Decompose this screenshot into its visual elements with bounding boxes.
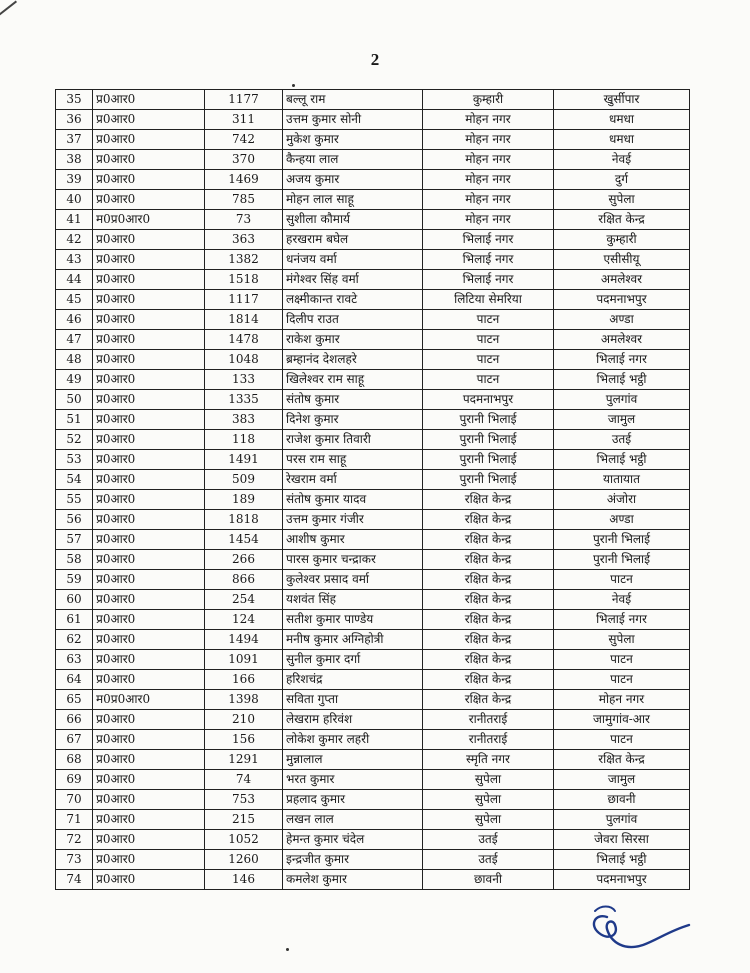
rank-cell: प्र0आर0 — [93, 110, 205, 130]
name-cell: कुलेश्वर प्रसाद वर्मा — [283, 570, 423, 590]
stray-dot — [292, 84, 295, 87]
rank-cell: प्र0आर0 — [93, 830, 205, 850]
table-row — [56, 850, 690, 870]
badge-number-cell: 1518 — [205, 270, 283, 290]
rank-cell: प्र0आर0 — [93, 590, 205, 610]
table-row — [56, 570, 690, 590]
from-station-cell: रक्षित केन्द्र — [423, 670, 554, 690]
from-station-cell: रक्षित केन्द्र — [423, 610, 554, 630]
badge-number-cell: 1117 — [205, 290, 283, 310]
from-station-cell: रानीतराई — [423, 730, 554, 750]
serial-number-cell: 38 — [56, 150, 93, 170]
badge-number-cell: 1335 — [205, 390, 283, 410]
badge-number-cell: 1491 — [205, 450, 283, 470]
to-station-cell: छावनी — [554, 790, 690, 810]
from-station-cell: रक्षित केन्द्र — [423, 530, 554, 550]
to-station-cell: पुलगांव — [554, 390, 690, 410]
badge-number-cell: 124 — [205, 610, 283, 630]
name-cell: मंगेश्वर सिंह वर्मा — [283, 270, 423, 290]
to-station-cell: अमलेश्वर — [554, 330, 690, 350]
from-station-cell: भिलाई नगर — [423, 270, 554, 290]
to-station-cell: भिलाई भट्ठी — [554, 850, 690, 870]
from-station-cell: सुपेला — [423, 790, 554, 810]
rank-cell: प्र0आर0 — [93, 370, 205, 390]
serial-number-cell: 68 — [56, 750, 93, 770]
name-cell: आशीष कुमार — [283, 530, 423, 550]
serial-number-cell: 49 — [56, 370, 93, 390]
rank-cell: प्र0आर0 — [93, 270, 205, 290]
name-cell: मुन्नालाल — [283, 750, 423, 770]
name-cell: लेखराम हरिवंश — [283, 710, 423, 730]
to-station-cell: भिलाई भट्ठी — [554, 370, 690, 390]
corner-scan-mark — [0, 1, 33, 44]
from-station-cell: पाटन — [423, 350, 554, 370]
serial-number-cell: 70 — [56, 790, 93, 810]
table-row — [56, 390, 690, 410]
to-station-cell: पुरानी भिलाई — [554, 550, 690, 570]
rank-cell: प्र0आर0 — [93, 450, 205, 470]
serial-number-cell: 46 — [56, 310, 93, 330]
badge-number-cell: 742 — [205, 130, 283, 150]
rank-cell: प्र0आर0 — [93, 750, 205, 770]
badge-number-cell: 1177 — [205, 90, 283, 110]
serial-number-cell: 48 — [56, 350, 93, 370]
from-station-cell: रक्षित केन्द्र — [423, 570, 554, 590]
name-cell: हेमन्त कुमार चंदेल — [283, 830, 423, 850]
to-station-cell: भिलाई भट्ठी — [554, 450, 690, 470]
name-cell: ब्रम्हानंद देशलहरे — [283, 350, 423, 370]
rank-cell: प्र0आर0 — [93, 130, 205, 150]
name-cell: उत्तम कुमार गंजीर — [283, 510, 423, 530]
to-station-cell: धमधा — [554, 110, 690, 130]
to-station-cell: सुपेला — [554, 630, 690, 650]
from-station-cell: पाटन — [423, 310, 554, 330]
rank-cell: प्र0आर0 — [93, 770, 205, 790]
rank-cell: प्र0आर0 — [93, 670, 205, 690]
from-station-cell: पदमनाभपुर — [423, 390, 554, 410]
name-cell: यशवंत सिंह — [283, 590, 423, 610]
to-station-cell: यातायात — [554, 470, 690, 490]
to-station-cell: जामुल — [554, 410, 690, 430]
serial-number-cell: 56 — [56, 510, 93, 530]
table-row — [56, 510, 690, 530]
table-row — [56, 210, 690, 230]
table-row — [56, 610, 690, 630]
from-station-cell: रक्षित केन्द्र — [423, 550, 554, 570]
table-row — [56, 150, 690, 170]
serial-number-cell: 66 — [56, 710, 93, 730]
signature — [585, 895, 695, 965]
rank-cell: प्र0आर0 — [93, 310, 205, 330]
name-cell: लखन लाल — [283, 810, 423, 830]
to-station-cell: नेवई — [554, 150, 690, 170]
serial-number-cell: 41 — [56, 210, 93, 230]
badge-number-cell: 866 — [205, 570, 283, 590]
table-row — [56, 670, 690, 690]
from-station-cell: पुरानी भिलाई — [423, 430, 554, 450]
rank-cell: प्र0आर0 — [93, 850, 205, 870]
to-station-cell: अण्डा — [554, 510, 690, 530]
name-cell: लक्ष्मीकान्त रावटे — [283, 290, 423, 310]
badge-number-cell: 1048 — [205, 350, 283, 370]
to-station-cell: पाटन — [554, 730, 690, 750]
badge-number-cell: 1454 — [205, 530, 283, 550]
serial-number-cell: 58 — [56, 550, 93, 570]
from-station-cell: भिलाई नगर — [423, 230, 554, 250]
rank-cell: प्र0आर0 — [93, 290, 205, 310]
rank-cell: प्र0आर0 — [93, 170, 205, 190]
from-station-cell: रक्षित केन्द्र — [423, 510, 554, 530]
badge-number-cell: 156 — [205, 730, 283, 750]
table-row — [56, 830, 690, 850]
serial-number-cell: 53 — [56, 450, 93, 470]
rank-cell: प्र0आर0 — [93, 250, 205, 270]
badge-number-cell: 215 — [205, 810, 283, 830]
serial-number-cell: 50 — [56, 390, 93, 410]
from-station-cell: मोहन नगर — [423, 170, 554, 190]
rank-cell: प्र0आर0 — [93, 350, 205, 370]
to-station-cell: रक्षित केन्द्र — [554, 210, 690, 230]
table-row — [56, 190, 690, 210]
serial-number-cell: 61 — [56, 610, 93, 630]
table-row — [56, 170, 690, 190]
rank-cell: प्र0आर0 — [93, 550, 205, 570]
serial-number-cell: 67 — [56, 730, 93, 750]
rank-cell: प्र0आर0 — [93, 390, 205, 410]
to-station-cell: सुपेला — [554, 190, 690, 210]
rank-cell: प्र0आर0 — [93, 530, 205, 550]
serial-number-cell: 59 — [56, 570, 93, 590]
to-station-cell: मोहन नगर — [554, 690, 690, 710]
rank-cell: प्र0आर0 — [93, 150, 205, 170]
rank-cell: प्र0आर0 — [93, 330, 205, 350]
badge-number-cell: 1818 — [205, 510, 283, 530]
name-cell: रेखराम वर्मा — [283, 470, 423, 490]
rank-cell: प्र0आर0 — [93, 610, 205, 630]
serial-number-cell: 64 — [56, 670, 93, 690]
from-station-cell: रानीतराई — [423, 710, 554, 730]
serial-number-cell: 42 — [56, 230, 93, 250]
badge-number-cell: 74 — [205, 770, 283, 790]
serial-number-cell: 57 — [56, 530, 93, 550]
table-row — [56, 750, 690, 770]
table-row — [56, 230, 690, 250]
from-station-cell: रक्षित केन्द्र — [423, 490, 554, 510]
name-cell: दिलीप राउत — [283, 310, 423, 330]
to-station-cell: अमलेश्वर — [554, 270, 690, 290]
serial-number-cell: 45 — [56, 290, 93, 310]
serial-number-cell: 74 — [56, 870, 93, 890]
serial-number-cell: 60 — [56, 590, 93, 610]
to-station-cell: उतई — [554, 430, 690, 450]
table-row — [56, 90, 690, 110]
badge-number-cell: 146 — [205, 870, 283, 890]
rank-cell: प्र0आर0 — [93, 810, 205, 830]
name-cell: प्रहलाद कुमार — [283, 790, 423, 810]
to-station-cell: जेवरा सिरसा — [554, 830, 690, 850]
from-station-cell: मोहन नगर — [423, 110, 554, 130]
table-row — [56, 270, 690, 290]
rank-cell: प्र0आर0 — [93, 870, 205, 890]
rank-cell: प्र0आर0 — [93, 730, 205, 750]
serial-number-cell: 73 — [56, 850, 93, 870]
from-station-cell: मोहन नगर — [423, 150, 554, 170]
name-cell: सुनील कुमार दर्गा — [283, 650, 423, 670]
to-station-cell: भिलाई नगर — [554, 610, 690, 630]
to-station-cell: कुम्हारी — [554, 230, 690, 250]
badge-number-cell: 1091 — [205, 650, 283, 670]
table-row — [56, 770, 690, 790]
to-station-cell: पाटन — [554, 650, 690, 670]
table-row — [56, 370, 690, 390]
table-row — [56, 330, 690, 350]
serial-number-cell: 44 — [56, 270, 93, 290]
badge-number-cell: 1478 — [205, 330, 283, 350]
name-cell: दिनेश कुमार — [283, 410, 423, 430]
transfer-table-body — [56, 90, 690, 890]
name-cell: राकेश कुमार — [283, 330, 423, 350]
name-cell: सुशीला कौमार्य — [283, 210, 423, 230]
to-station-cell: रक्षित केन्द्र — [554, 750, 690, 770]
table-row — [56, 490, 690, 510]
badge-number-cell: 1814 — [205, 310, 283, 330]
from-station-cell: पुरानी भिलाई — [423, 470, 554, 490]
from-station-cell: रक्षित केन्द्र — [423, 690, 554, 710]
serial-number-cell: 63 — [56, 650, 93, 670]
name-cell: मुकेश कुमार — [283, 130, 423, 150]
from-station-cell: स्मृति नगर — [423, 750, 554, 770]
badge-number-cell: 210 — [205, 710, 283, 730]
to-station-cell: अंजोरा — [554, 490, 690, 510]
serial-number-cell: 52 — [56, 430, 93, 450]
table-row — [56, 290, 690, 310]
serial-number-cell: 54 — [56, 470, 93, 490]
table-row — [56, 590, 690, 610]
name-cell: हरखराम बघेल — [283, 230, 423, 250]
name-cell: अजय कुमार — [283, 170, 423, 190]
rank-cell: प्र0आर0 — [93, 90, 205, 110]
name-cell: सविता गुप्ता — [283, 690, 423, 710]
rank-cell: प्र0आर0 — [93, 630, 205, 650]
table-row — [56, 410, 690, 430]
rank-cell: म0प्र0आर0 — [93, 690, 205, 710]
name-cell: बल्लू राम — [283, 90, 423, 110]
rank-cell: प्र0आर0 — [93, 470, 205, 490]
name-cell: उत्तम कुमार सोनी — [283, 110, 423, 130]
table-row — [56, 870, 690, 890]
from-station-cell: रक्षित केन्द्र — [423, 590, 554, 610]
serial-number-cell: 39 — [56, 170, 93, 190]
badge-number-cell: 1291 — [205, 750, 283, 770]
serial-number-cell: 47 — [56, 330, 93, 350]
table-row — [56, 350, 690, 370]
to-station-cell: एसीसीयू — [554, 250, 690, 270]
table-row — [56, 730, 690, 750]
serial-number-cell: 40 — [56, 190, 93, 210]
serial-number-cell: 51 — [56, 410, 93, 430]
to-station-cell: नेवई — [554, 590, 690, 610]
serial-number-cell: 65 — [56, 690, 93, 710]
to-station-cell: अण्डा — [554, 310, 690, 330]
to-station-cell: पुलगांव — [554, 810, 690, 830]
table-row — [56, 650, 690, 670]
from-station-cell: पाटन — [423, 330, 554, 350]
rank-cell: म0प्र0आर0 — [93, 210, 205, 230]
serial-number-cell: 72 — [56, 830, 93, 850]
serial-number-cell: 71 — [56, 810, 93, 830]
name-cell: कमलेश कुमार — [283, 870, 423, 890]
rank-cell: प्र0आर0 — [93, 190, 205, 210]
from-station-cell: रक्षित केन्द्र — [423, 650, 554, 670]
serial-number-cell: 43 — [56, 250, 93, 270]
from-station-cell: मोहन नगर — [423, 130, 554, 150]
to-station-cell: धमधा — [554, 130, 690, 150]
name-cell: संतोष कुमार — [283, 390, 423, 410]
rank-cell: प्र0आर0 — [93, 710, 205, 730]
rank-cell: प्र0आर0 — [93, 790, 205, 810]
from-station-cell: मोहन नगर — [423, 210, 554, 230]
rank-cell: प्र0आर0 — [93, 490, 205, 510]
from-station-cell: उतई — [423, 850, 554, 870]
badge-number-cell: 509 — [205, 470, 283, 490]
name-cell: धनंजय वर्मा — [283, 250, 423, 270]
from-station-cell: लिटिया सेमरिया — [423, 290, 554, 310]
badge-number-cell: 1494 — [205, 630, 283, 650]
badge-number-cell: 1052 — [205, 830, 283, 850]
rank-cell: प्र0आर0 — [93, 410, 205, 430]
from-station-cell: पाटन — [423, 370, 554, 390]
name-cell: इन्द्रजीत कुमार — [283, 850, 423, 870]
to-station-cell: पाटन — [554, 670, 690, 690]
badge-number-cell: 189 — [205, 490, 283, 510]
badge-number-cell: 266 — [205, 550, 283, 570]
table-row — [56, 630, 690, 650]
from-station-cell: छावनी — [423, 870, 554, 890]
to-station-cell: पाटन — [554, 570, 690, 590]
badge-number-cell: 753 — [205, 790, 283, 810]
badge-number-cell: 785 — [205, 190, 283, 210]
from-station-cell: पुरानी भिलाई — [423, 450, 554, 470]
to-station-cell: जामुल — [554, 770, 690, 790]
rank-cell: प्र0आर0 — [93, 230, 205, 250]
to-station-cell: पुरानी भिलाई — [554, 530, 690, 550]
from-station-cell: उतई — [423, 830, 554, 850]
table-row — [56, 310, 690, 330]
name-cell: मोहन लाल साहू — [283, 190, 423, 210]
from-station-cell: सुपेला — [423, 810, 554, 830]
serial-number-cell: 62 — [56, 630, 93, 650]
table-row — [56, 550, 690, 570]
serial-number-cell: 37 — [56, 130, 93, 150]
badge-number-cell: 1398 — [205, 690, 283, 710]
name-cell: भरत कुमार — [283, 770, 423, 790]
badge-number-cell: 118 — [205, 430, 283, 450]
name-cell: राजेश कुमार तिवारी — [283, 430, 423, 450]
badge-number-cell: 363 — [205, 230, 283, 250]
name-cell: हरिशचंद्र — [283, 670, 423, 690]
to-station-cell: दुर्ग — [554, 170, 690, 190]
badge-number-cell: 383 — [205, 410, 283, 430]
name-cell: संतोष कुमार यादव — [283, 490, 423, 510]
badge-number-cell: 73 — [205, 210, 283, 230]
rank-cell: प्र0आर0 — [93, 430, 205, 450]
table-row — [56, 710, 690, 730]
name-cell: पारस कुमार चन्द्राकर — [283, 550, 423, 570]
table-row — [56, 250, 690, 270]
name-cell: खिलेश्वर राम साहू — [283, 370, 423, 390]
table-row — [56, 130, 690, 150]
to-station-cell: पदमनाभपुर — [554, 870, 690, 890]
from-station-cell: पुरानी भिलाई — [423, 410, 554, 430]
badge-number-cell: 166 — [205, 670, 283, 690]
name-cell: परस राम साहू — [283, 450, 423, 470]
to-station-cell: खुर्सीपार — [554, 90, 690, 110]
table-row — [56, 790, 690, 810]
rank-cell: प्र0आर0 — [93, 570, 205, 590]
from-station-cell: भिलाई नगर — [423, 250, 554, 270]
name-cell: लोकेश कुमार लहरी — [283, 730, 423, 750]
badge-number-cell: 311 — [205, 110, 283, 130]
table-row — [56, 810, 690, 830]
badge-number-cell: 1469 — [205, 170, 283, 190]
name-cell: कैन्हया लाल — [283, 150, 423, 170]
table-row — [56, 430, 690, 450]
transfer-table — [55, 89, 690, 890]
from-station-cell: मोहन नगर — [423, 190, 554, 210]
table-row — [56, 530, 690, 550]
badge-number-cell: 133 — [205, 370, 283, 390]
serial-number-cell: 36 — [56, 110, 93, 130]
stray-dot — [286, 948, 289, 951]
serial-number-cell: 55 — [56, 490, 93, 510]
from-station-cell: सुपेला — [423, 770, 554, 790]
to-station-cell: पदमनाभपुर — [554, 290, 690, 310]
to-station-cell: भिलाई नगर — [554, 350, 690, 370]
name-cell: मनीष कुमार अग्निहोत्री — [283, 630, 423, 650]
rank-cell: प्र0आर0 — [93, 650, 205, 670]
serial-number-cell: 69 — [56, 770, 93, 790]
serial-number-cell: 35 — [56, 90, 93, 110]
table-row — [56, 690, 690, 710]
badge-number-cell: 370 — [205, 150, 283, 170]
to-station-cell: जामुगांव-आर — [554, 710, 690, 730]
badge-number-cell: 254 — [205, 590, 283, 610]
page-number: 2 — [370, 50, 380, 69]
from-station-cell: रक्षित केन्द्र — [423, 630, 554, 650]
table-row — [56, 450, 690, 470]
name-cell: सतीश कुमार पाण्डेय — [283, 610, 423, 630]
table-row — [56, 470, 690, 490]
badge-number-cell: 1260 — [205, 850, 283, 870]
rank-cell: प्र0आर0 — [93, 510, 205, 530]
from-station-cell: कुम्हारी — [423, 90, 554, 110]
table-row — [56, 110, 690, 130]
badge-number-cell: 1382 — [205, 250, 283, 270]
